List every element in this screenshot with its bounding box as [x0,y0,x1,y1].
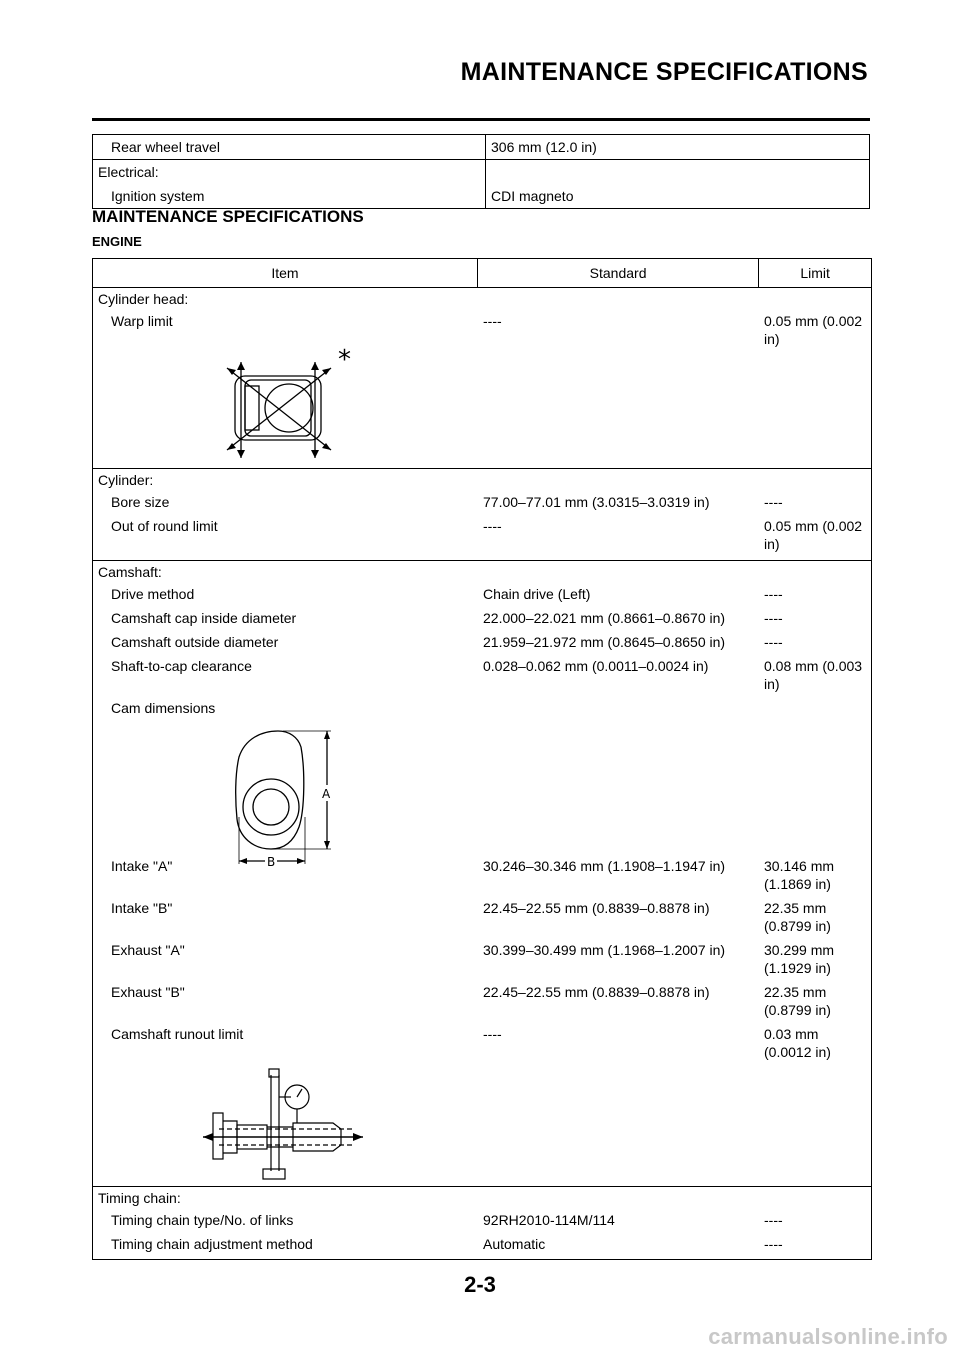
cylinder-head-warp-figure [93,340,478,468]
drive-method-standard: Chain drive (Left) [483,586,591,602]
header-limit: Limit [759,259,872,288]
drive-method-limit: ---- [764,586,783,602]
outside-diameter-limit: ---- [764,634,783,650]
chain-type-label: Timing chain type/No. of links [111,1212,294,1228]
section-subtitle: ENGINE [92,234,142,249]
dimension-b-label: B [267,855,276,869]
chain-adjustment-limit: ---- [764,1236,783,1252]
exhaust-b-limit: 22.35 mm [764,984,827,1000]
warp-limit-label: Warp limit [111,313,173,329]
intake-b-limit: 22.35 mm [764,900,827,916]
clearance-limit: 0.08 mm (0.003 [764,658,863,674]
camshaft-runout-figure [93,1065,478,1185]
watermark: carmanualsonline.info [708,1324,948,1349]
intake-a-limit: 30.146 mm [764,858,835,874]
intake-a-limit-unit: (1.1869 in) [764,876,831,892]
cam-dimensions-label: Cam dimensions [111,700,216,716]
rear-wheel-travel-value: 306 mm (12.0 in) [491,139,597,155]
ignition-label: Ignition system [111,188,205,204]
page-number: 2-3 [464,1272,496,1297]
intake-b-limit-unit: (0.8799 in) [764,918,831,934]
exhaust-b-limit-unit: (0.8799 in) [764,1002,831,1018]
chain-type-limit: ---- [764,1212,783,1228]
table-row [93,135,870,160]
table-row [93,160,870,209]
header-item: Item [93,259,478,288]
out-of-round-standard: ---- [483,518,502,534]
electrical-label: Electrical: [98,164,159,180]
clearance-standard: 0.028–0.062 mm (0.0011–0.0024 in) [483,658,709,674]
exhaust-a-standard: 30.399–30.499 mm (1.1968–1.2007 in) [483,942,726,958]
outside-diameter-standard: 21.959–21.972 mm (0.8645–0.8650 in) [483,634,726,650]
clearance-label: Shaft-to-cap clearance [111,658,252,674]
chain-adjustment-label: Timing chain adjustment method [111,1236,313,1252]
runout-limit-standard: ---- [483,1026,502,1042]
table-row-cylinder-head [93,288,872,469]
figure-asterisk: * [338,345,351,375]
runout-limit-limit-unit: (0.0012 in) [764,1044,831,1060]
exhaust-a-limit-unit: (1.1929 in) [764,960,831,976]
table-row-timing-chain [93,1187,872,1260]
header-rule [92,118,870,121]
chain-adjustment-standard: Automatic [483,1236,546,1252]
warp-limit-standard: ---- [483,313,502,329]
ignition-value: CDI magneto [491,188,574,204]
warp-limit-limit: 0.05 mm (0.002 [764,313,863,329]
header-standard: Standard [477,259,758,288]
bore-size-label: Bore size [111,494,170,510]
table-header-row [93,259,872,288]
intake-b-label: Intake "B" [111,900,173,916]
vehicle-spec-table [92,134,870,209]
bore-size-standard: 77.00–77.01 mm (3.0315–3.0319 in) [483,494,710,510]
cap-inside-diameter-standard: 22.000–22.021 mm (0.8661–0.8670 in) [483,610,726,626]
dimension-a-label: A [322,787,331,801]
warp-limit-limit-unit: in) [764,331,780,347]
table-row-cylinder [93,469,872,561]
out-of-round-label: Out of round limit [111,518,218,534]
exhaust-b-label: Exhaust "B" [111,984,185,1000]
table-row-camshaft [93,561,872,1187]
exhaust-a-label: Exhaust "A" [111,942,185,958]
out-of-round-limit: 0.05 mm (0.002 [764,518,863,534]
exhaust-a-limit: 30.299 mm [764,942,835,958]
rear-wheel-travel-label: Rear wheel travel [111,139,220,155]
out-of-round-limit-unit: in) [764,536,780,552]
intake-a-label: Intake "A" [111,858,173,874]
page-title: MAINTENANCE SPECIFICATIONS [460,58,868,86]
camshaft-label: Camshaft: [98,564,162,580]
engine-spec-table [92,258,872,1260]
cap-inside-diameter-label: Camshaft cap inside diameter [111,610,297,626]
intake-a-standard: 30.246–30.346 mm (1.1908–1.1947 in) [483,858,726,874]
chain-type-standard: 92RH2010-114M/114 [483,1212,615,1228]
cylinder-label: Cylinder: [98,472,154,488]
runout-limit-label: Camshaft runout limit [111,1026,244,1042]
clearance-limit-unit: in) [764,676,780,692]
cylinder-head-label: Cylinder head: [98,291,189,307]
outside-diameter-label: Camshaft outside diameter [111,634,279,650]
section-title: MAINTENANCE SPECIFICATIONS [92,207,364,226]
bore-size-limit: ---- [764,494,783,510]
cap-inside-diameter-limit: ---- [764,610,783,626]
timing-chain-label: Timing chain: [98,1190,181,1206]
drive-method-label: Drive method [111,586,195,602]
runout-limit-limit: 0.03 mm [764,1026,819,1042]
exhaust-b-standard: 22.45–22.55 mm (0.8839–0.8878 in) [483,984,710,1000]
intake-b-standard: 22.45–22.55 mm (0.8839–0.8878 in) [483,900,710,916]
